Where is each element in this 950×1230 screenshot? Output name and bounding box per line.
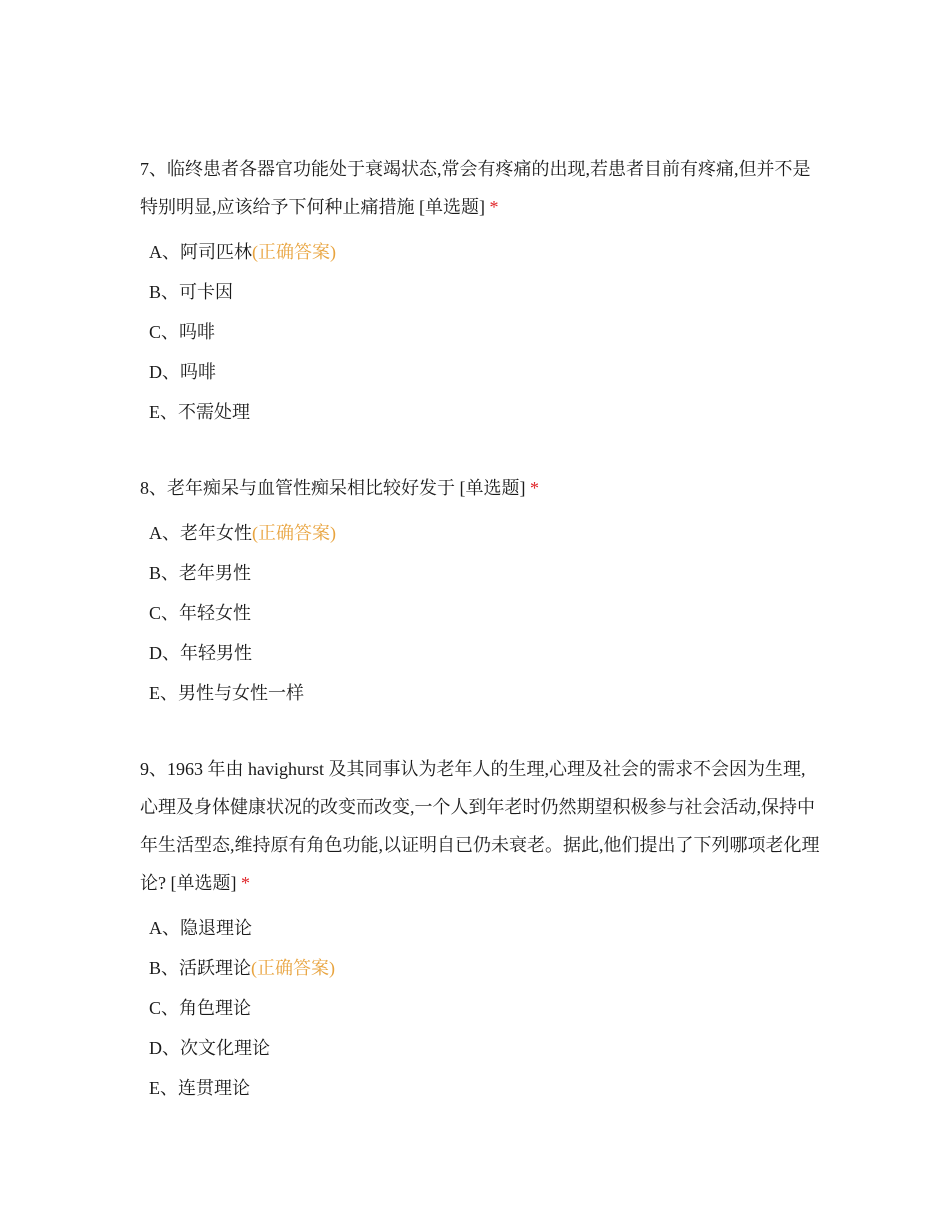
option-a[interactable] bbox=[140, 908, 820, 948]
option-text: E、男性与女性一样 bbox=[149, 683, 304, 703]
option-text: D、吗啡 bbox=[149, 362, 216, 382]
question-7 bbox=[140, 150, 820, 432]
option-text: B、可卡因 bbox=[149, 282, 234, 302]
option-text: B、老年男性 bbox=[149, 563, 252, 583]
option-text: A、阿司匹林 bbox=[149, 242, 252, 262]
option-b[interactable] bbox=[140, 272, 820, 312]
option-d[interactable] bbox=[140, 633, 820, 673]
option-text: E、连贯理论 bbox=[149, 1078, 250, 1098]
option-e[interactable] bbox=[140, 392, 820, 432]
option-e[interactable] bbox=[140, 673, 820, 713]
option-c[interactable] bbox=[140, 988, 820, 1028]
option-b[interactable] bbox=[140, 553, 820, 593]
question-text: 9、1963 年由 havighurst 及其同事认为老年人的生理,心理及社会的需求不会因为生理,心理及身体健康状况的改变而改变,一个人到年老时仍然期望积极参与社会活动,保持中年生活型态,维持原有角色功能,以证明自已仍未衰老。据此,他们提出了下列哪项老化理论? [单选题] bbox=[140, 759, 820, 893]
option-list bbox=[140, 232, 820, 432]
option-text: E、不需处理 bbox=[149, 402, 250, 422]
option-list bbox=[140, 908, 820, 1108]
option-b[interactable] bbox=[140, 948, 820, 988]
option-e[interactable] bbox=[140, 1068, 820, 1108]
option-c[interactable] bbox=[140, 593, 820, 633]
correct-answer-label: (正确答案) bbox=[251, 958, 336, 978]
option-text: A、隐退理论 bbox=[149, 918, 252, 938]
option-d[interactable] bbox=[140, 352, 820, 392]
option-text: D、年轻男性 bbox=[149, 643, 252, 663]
question-stem bbox=[140, 150, 820, 226]
correct-answer-label: (正确答案) bbox=[252, 523, 336, 543]
question-text: 7、临终患者各器官功能处于衰竭状态,常会有疼痛的出现,若患者目前有疼痛,但并不是特别明显,应该给予下何种止痛措施 [单选题] bbox=[140, 159, 811, 217]
option-text: A、老年女性 bbox=[149, 523, 252, 543]
option-text: D、次文化理论 bbox=[149, 1038, 270, 1058]
required-mark: * bbox=[489, 197, 499, 217]
option-text: C、吗啡 bbox=[149, 322, 216, 342]
option-c[interactable] bbox=[140, 312, 820, 352]
option-a[interactable] bbox=[140, 513, 820, 553]
question-stem bbox=[140, 750, 820, 902]
correct-answer-label: (正确答案) bbox=[252, 242, 336, 262]
quiz-page bbox=[140, 150, 820, 1108]
question-text: 8、老年痴呆与血管性痴呆相比较好发于 [单选题] bbox=[140, 478, 526, 498]
option-list bbox=[140, 513, 820, 713]
option-text: B、活跃理论 bbox=[149, 958, 252, 978]
required-mark: * bbox=[240, 873, 250, 893]
option-d[interactable] bbox=[140, 1028, 820, 1068]
question-stem bbox=[140, 469, 820, 507]
option-text: C、年轻女性 bbox=[149, 603, 252, 623]
option-a[interactable] bbox=[140, 232, 820, 272]
required-mark: * bbox=[530, 478, 539, 498]
question-8 bbox=[140, 469, 820, 713]
option-text: C、角色理论 bbox=[149, 998, 252, 1018]
question-9 bbox=[140, 750, 820, 1108]
